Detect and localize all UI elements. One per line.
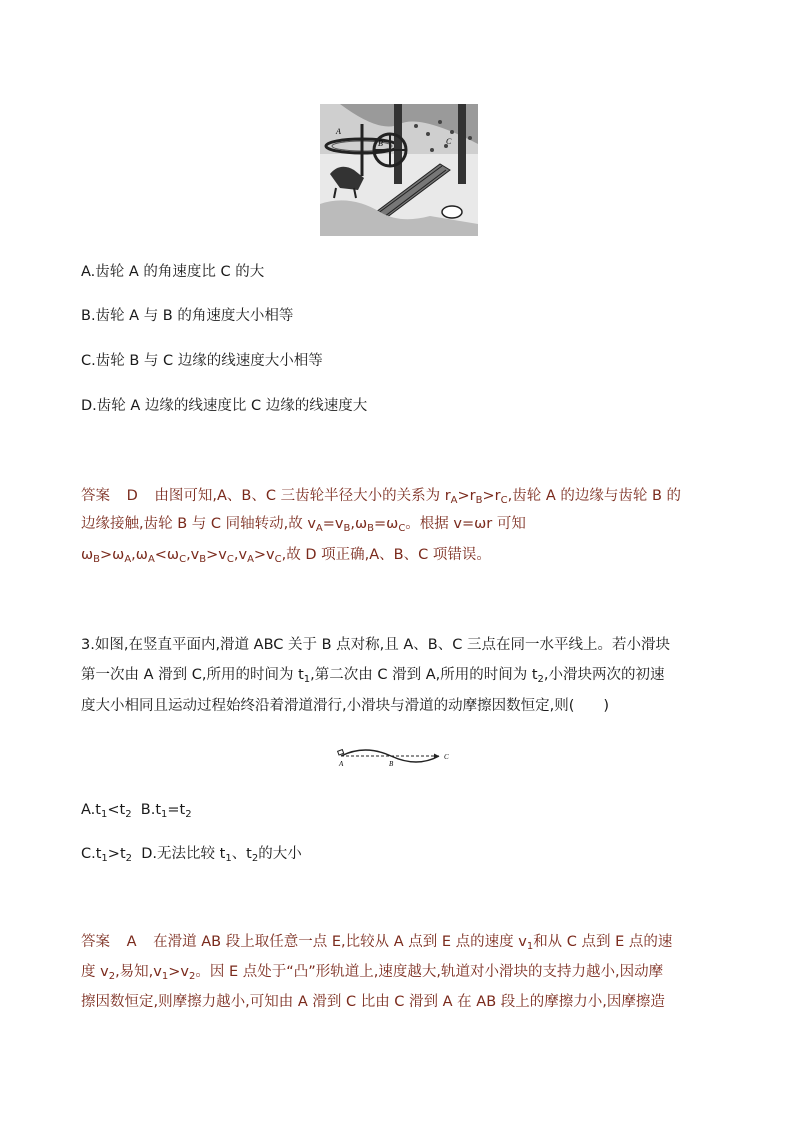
answer-text: ,故 D 项正确,A、B、C 项错误。 <box>281 547 491 563</box>
q3-stem-line2: 第一次由 A 滑到 C,所用的时间为 $t_1$,第二次由 C 滑到 A,所用的时间为 $t_2$,小滑块两次的初速 <box>81 667 665 685</box>
answer-q3-line1: 答案 A 在滑道 AB 段上取任意一点 E,比较从 A 点到 E 点的速度 $v_1$和从 C 点到 E 点的速 <box>81 934 673 952</box>
gear-illustration <box>320 104 478 236</box>
q3-stem-line3: 度大小相同且运动过程始终沿着滑道滑行,小滑块与滑道的动摩擦因数恒定,则( ) <box>81 698 610 714</box>
answer-letter: D <box>126 488 138 504</box>
answer-text: 由图可知,A、B、C 三齿轮半径大小的关系为 r <box>154 488 451 504</box>
slide-track-diagram <box>335 746 455 768</box>
option-b: B.齿轮 A 与 B 的角速度大小相等 <box>81 308 294 324</box>
stem-text: ,第二次由 C 滑到 A,所用的时间为 t <box>310 667 538 683</box>
answer-tag: 答案 <box>81 488 110 504</box>
answer-text: 边缘接触,齿轮 B 与 C 同轴转动,故 v <box>81 516 316 532</box>
answer-tag: 答案 <box>81 934 110 950</box>
gear-label-c: C <box>446 137 452 146</box>
answer-q2-line3: $\omega_B>\omega_A,\omega_A<\omega_C,v_B>v_C,v_A>v_C$,故 D 项正确,A、B、C 项错误。 <box>81 547 491 565</box>
option-a: A.齿轮 A 的角速度比 C 的大 <box>81 264 265 280</box>
answer-text: 和从 C 点到 E 点的速 <box>533 934 673 950</box>
option-b: B.t <box>140 802 162 818</box>
option-d: D.无法比较 t <box>141 846 226 862</box>
gear-label-a: A <box>336 127 341 136</box>
answer-q3-line2: 度 $v_2$,易知$,v_1>v_2$。因 E 点处于“凸”形轨道上,速度越大,轨道对小滑块的支持力越小,因动摩 <box>81 964 664 982</box>
answer-letter: A <box>126 934 137 950</box>
answer-text: 度 v <box>81 964 109 980</box>
option-c: C.齿轮 B 与 C 边缘的线速度大小相等 <box>81 353 323 369</box>
option-d: 的大小 <box>258 846 302 862</box>
option-c: C.t <box>81 846 102 862</box>
answer-text: ,易知,v <box>115 964 162 980</box>
option-a: A.t <box>81 802 101 818</box>
q3-options-ab: $A.t_1<t_2$ $B.t_1=t_2$ <box>81 802 192 820</box>
stem-text: ,小滑块两次的初速 <box>543 667 665 683</box>
answer-q2-line1: 答案 D 由图可知,A、B、C 三齿轮半径大小的关系为 $r_A>r_B>r_C$,齿轮 A 的边缘与齿轮 B 的 <box>81 488 682 506</box>
stem-text: 第一次由 A 滑到 C,所用的时间为 t <box>81 667 304 683</box>
answer-text: ,齿轮 A 的边缘与齿轮 B 的 <box>507 488 682 504</box>
q3-options-cd: $C.t_1>t_2$ D.无法比较 $t_1$、$t_2$的大小 <box>81 846 302 864</box>
q3-stem-line1: 3.如图,在竖直平面内,滑道 ABC 关于 B 点对称,且 A、B、C 三点在同一水平线上。若小滑块 <box>81 637 670 653</box>
answer-q3-line3: 擦因数恒定,则摩擦力越小,可知由 A 滑到 C 比由 C 滑到 A 在 AB 段上的摩擦力小,因摩擦造 <box>81 994 665 1010</box>
option-d: D.齿轮 A 边缘的线速度比 C 边缘的线速度大 <box>81 398 368 414</box>
answer-text: 在滑道 AB 段上取任意一点 E,比较从 A 点到 E 点的速度 v <box>153 934 527 950</box>
track-label-b: B <box>389 760 394 768</box>
answer-q2-line2: 边缘接触,齿轮 B 与 C 同轴转动,故 $v_A=v_B,\omega_B=\omega_C$。根据 v=ωr 可知 <box>81 516 526 534</box>
answer-text: 。根据 v=ωr 可知 <box>405 516 526 532</box>
track-label-a: A <box>339 760 344 768</box>
answer-text: 。因 E 点处于“凸”形轨道上,速度越大,轨道对小滑块的支持力越小,因动摩 <box>195 964 664 980</box>
gear-label-b: B <box>378 139 383 148</box>
track-label-c: C <box>444 753 449 761</box>
